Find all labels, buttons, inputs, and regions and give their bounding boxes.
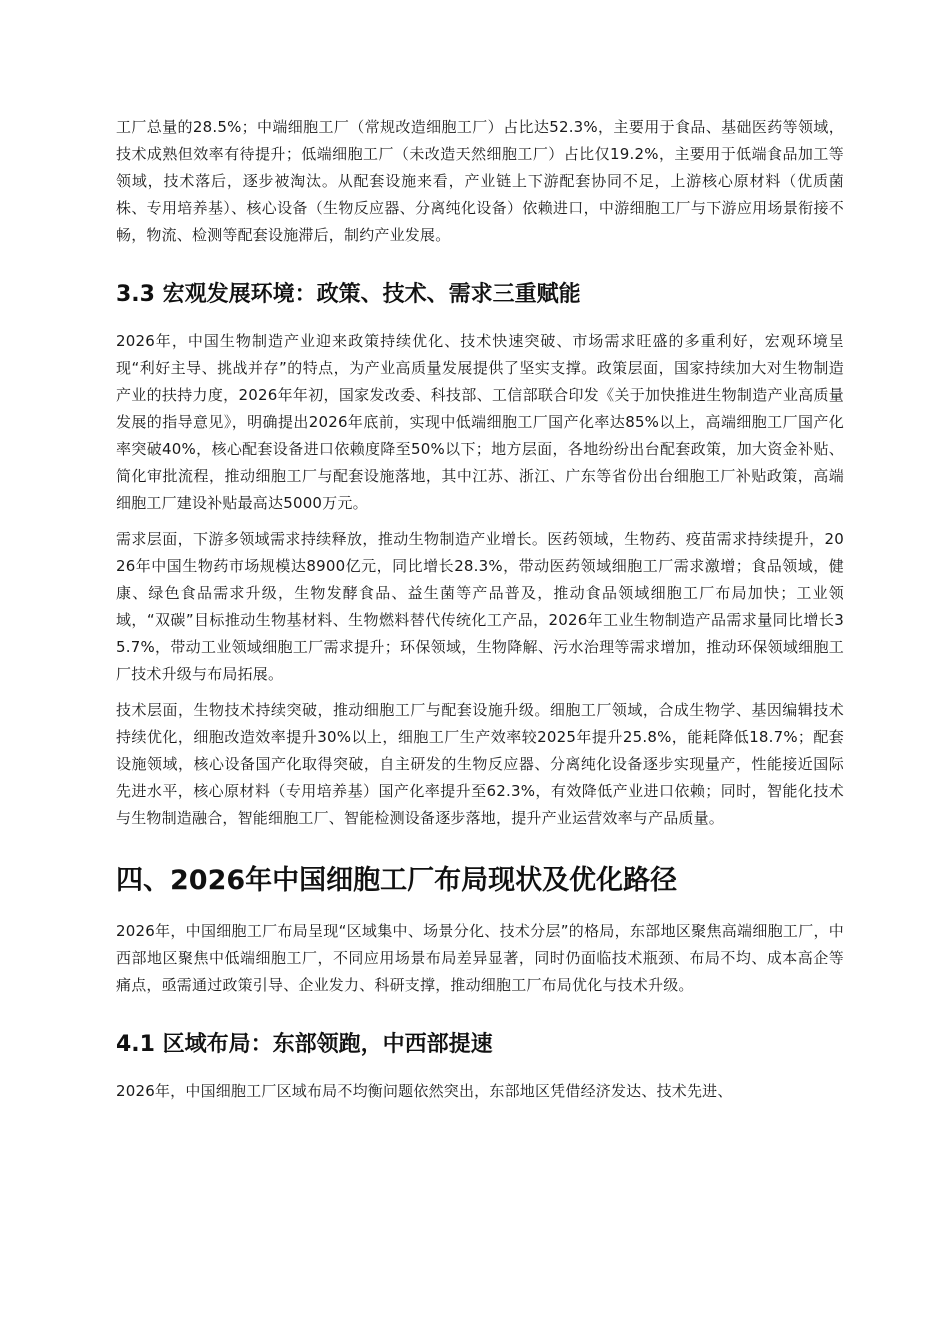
document-page — [116, 114, 844, 1105]
paragraph-demand: 需求层面，下游多领域需求持续释放，推动生物制造产业增长。医药领域，生物药、疫苗需求持续提升，2026年中国生物药市场规模达8900亿元，同比增长28.3%，带动医药领域细胞工厂需求激增；食品领域，健康、绿色食品需求升级，生物发酵食品、益生菌等产品普及，推动食品领域细胞工厂布局加快；工业领域，“双碳”目标推动生物基材料、生物燃料替代传统化工产品，2026年工业生物制造产品需求量同比增长35.7%，带动工业领域细胞工厂需求提升；环保领域，生物降解、污水治理等需求增加，推动环保领域细胞工厂技术升级与布局拓展。 — [116, 530, 844, 683]
paragraph-regional-layout: 2026年，中国细胞工厂区域布局不均衡问题依然突出，东部地区凭借经济发达、技术先进、 — [116, 1082, 733, 1100]
section-heading-3-3: 3.3 宏观发展环境：政策、技术、需求三重赋能 — [116, 282, 581, 307]
chapter-heading-4: 四、2026年中国细胞工厂布局现状及优化路径 — [116, 865, 678, 896]
paragraph-policy: 2026年，中国生物制造产业迎来政策持续优化、技术快速突破、市场需求旺盛的多重利好，宏观环境呈现“利好主导、挑战并存”的特点，为产业高质量发展提供了坚实支撑。政策层面，国家持续加大对生物制造产业的扶持力度，2026年年初，国家发改委、科技部、工信部联合印发《关于加快推进生物制造产业高质量发展的指导意见》，明确提出2026年底前，实现中低端细胞工厂国产化率达85%以上，高端细胞工厂国产化率突破40%，核心配套设备进口依赖度降至50%以下；地方层面，各地纷纷出台配套政策，加大资金补贴、简化审批流程，推动细胞工厂与配套设施落地，其中江苏、浙江、广东等省份出台细胞工厂补贴政策，高端细胞工厂建设补贴最高达5000万元。 — [116, 332, 844, 512]
paragraph-layout-overview: 2026年，中国细胞工厂布局呈现“区域集中、场景分化、技术分层”的格局，东部地区聚焦高端细胞工厂，中西部地区聚焦中低端细胞工厂，不同应用场景布局差异显著，同时仍面临技术瓶颈、布局不均、成本高企等痛点，亟需通过政策引导、企业发力、科研支撑，推动细胞工厂布局优化与技术升级。 — [116, 922, 844, 994]
paragraph-technology: 技术层面，生物技术持续突破，推动细胞工厂与配套设施升级。细胞工厂领域，合成生物学、基因编辑技术持续优化，细胞改造效率提升30%以上，细胞工厂生产效率较2025年提升25.8%，能耗降低18.7%；配套设施领域，核心设备国产化取得突破，自主研发的生物反应器、分离纯化设备逐步实现量产，性能接近国际先进水平，核心原材料（专用培养基）国产化率提升至62.3%，有效降低产业进口依赖；同时，智能化技术与生物制造融合，智能细胞工厂、智能检测设备逐步落地，提升产业运营效率与产品质量。 — [116, 701, 844, 827]
section-heading-4-1: 4.1 区域布局：东部领跑，中西部提速 — [116, 1032, 493, 1057]
paragraph-facility-structure: 工厂总量的28.5%；中端细胞工厂（常规改造细胞工厂）占比达52.3%，主要用于食品、基础医药等领域，技术成熟但效率有待提升；低端细胞工厂（未改造天然细胞工厂）占比仅19.2%，主要用于低端食品加工等领域，技术落后，逐步被淘汰。从配套设施来看，产业链上下游配套协同不足，上游核心原材料（优质菌株、专用培养基）、核心设备（生物反应器、分离纯化设备）依赖进口，中游细胞工厂与下游应用场景衔接不畅，物流、检测等配套设施滞后，制约产业发展。 — [116, 118, 844, 244]
